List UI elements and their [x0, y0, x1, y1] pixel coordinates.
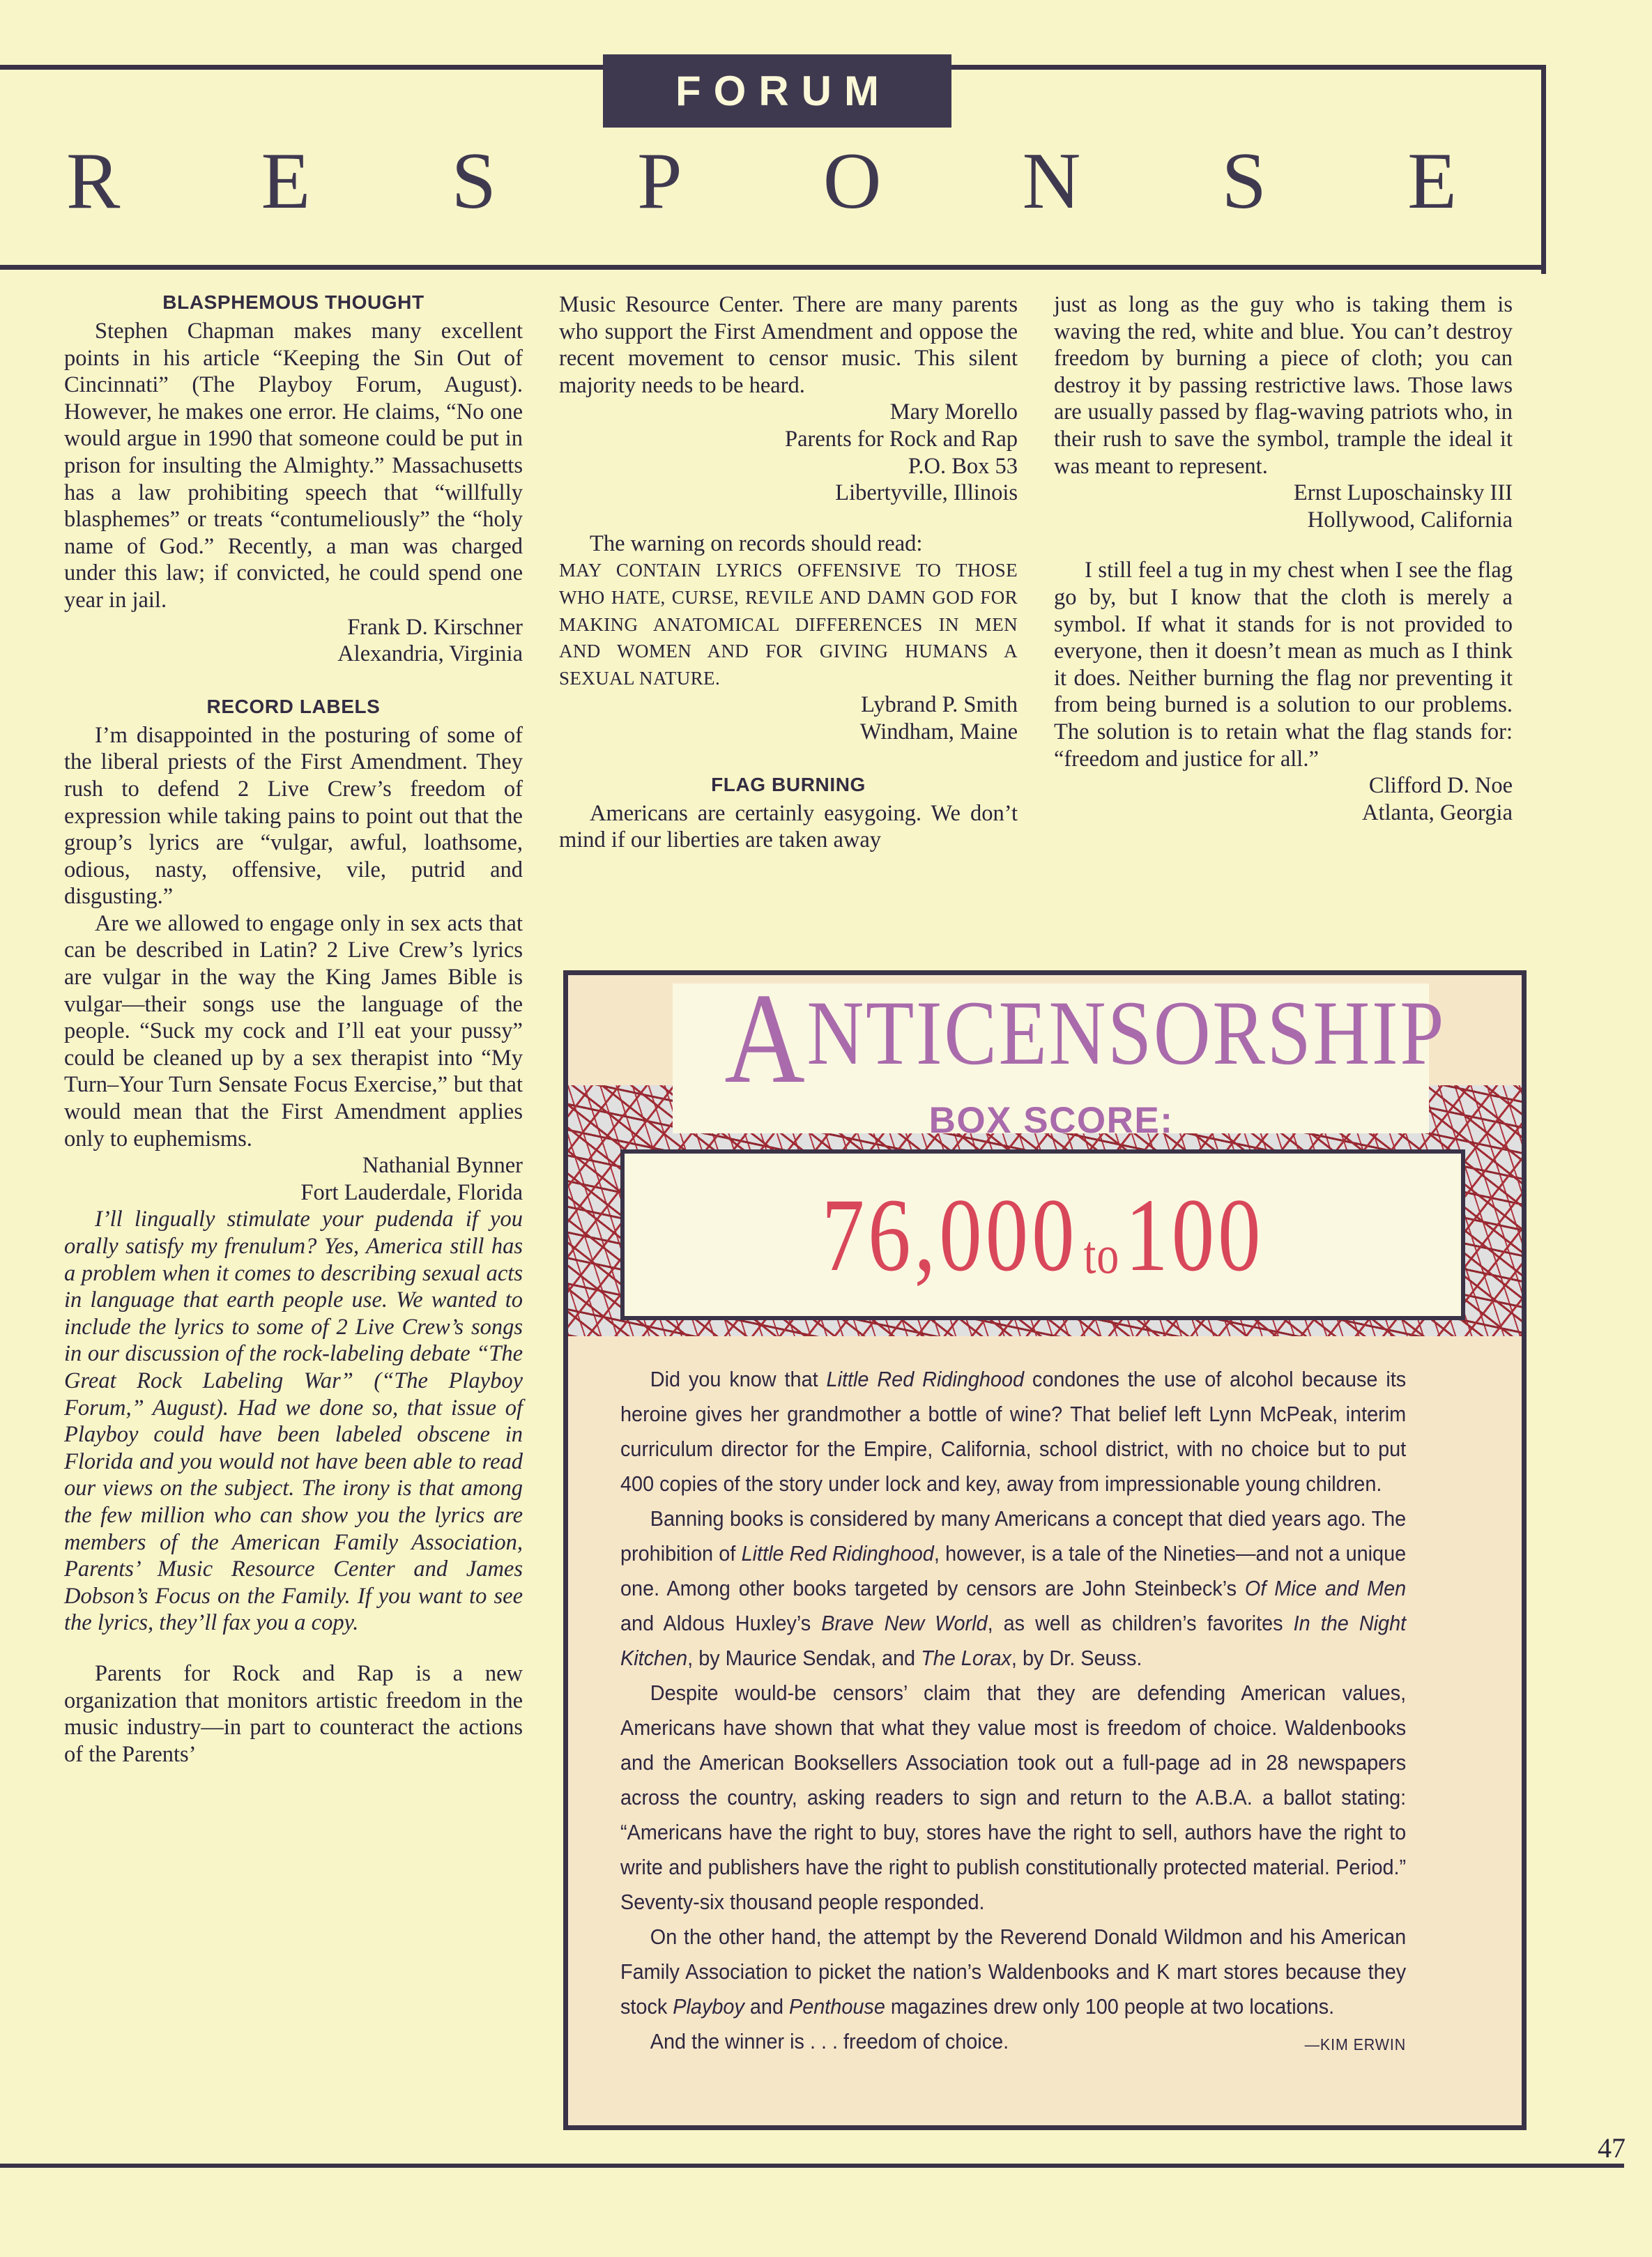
sidebar-subtitle: BOX SCORE:	[928, 1100, 1174, 1141]
letter-signature-location-morello: Libertyville, Illinois	[835, 480, 1018, 506]
title-letter-e2: E	[1407, 137, 1457, 226]
sidebar-title-dropcap: A	[724, 970, 807, 1110]
box-score-left: 76,000	[821, 1177, 1078, 1293]
title-letter-p: P	[637, 137, 682, 226]
sidebar-paragraph-2: Banning books is considered by many Americans a concept that died years ago. The prohibition of Little Red Ridinghood, however, is a tale of the Nineties—and not a unique one. Among other books targeted by censors are John Steinbeck’s Of Mice and Men and Aldous Huxley’s Brave New World, as well as children’s favorites In the Night Kitchen, by Maurice Sendak, and The Lorax, by Dr. Seuss.	[620, 1506, 1407, 1670]
masthead-bottom-rule	[0, 265, 1546, 270]
page-number: 47	[1598, 2132, 1626, 2164]
box-score-frame	[620, 1149, 1465, 1320]
letter-signature-name-smith: Lybrand P. Smith	[861, 692, 1018, 718]
sidebar-title-rest: NTICENSORSHIP	[806, 981, 1446, 1084]
forum-tab	[603, 54, 951, 128]
letter-signature-name-noe: Clifford D. Noe	[1368, 773, 1513, 799]
box-score-value	[821, 1177, 1264, 1293]
letter-signature-location-kirschner: Alexandria, Virginia	[337, 641, 523, 667]
box-score-right: 100	[1125, 1177, 1264, 1293]
masthead	[0, 0, 1652, 272]
record-warning-text: MAY CONTAIN LYRICS OFFENSIVE TO THOSE WHO HATE, CURSE, REVILE AND DAMN GOD FOR MAKING ANATOMICAL DIFFERENCES IN MEN AND WOMEN AND FOR GIVING HUMANS A SEXUAL NATURE.	[559, 560, 1018, 689]
letter-signature-location-luposchainsky: Hollywood, California	[1307, 507, 1513, 533]
sidebar-paragraph-5	[620, 2024, 1406, 2059]
sidebar-paragraph-4: On the other hand, the attempt by the Reverend Donald Wildmon and his American Family Association to picket the nation’s Waldenbooks and K mart stores because they stock Playboy and Penthouse magazines drew only 100 people at two locations.	[620, 1925, 1407, 2019]
letter-body-blasphemous-thought: Stephen Chapman makes many excellent points in his article “Keeping the Sin Out of Cincinnati” (The Playboy Forum, August). However, he makes one error. He claims, “No one would argue in 1990 that someone could be put in prison for insulting the Almighty.” Massachusetts has a law prohibiting speech that “willfully blasphemes” or treats “contumeliously” the “holy name of God.” Recently, a man was charged under this law; if convicted, he could spend one year in jail.	[64, 319, 523, 613]
masthead-right-rule	[1541, 65, 1546, 274]
sidebar-paragraph-1: Did you know that Little Red Ridinghood condones the use of alcohol because its heroine gives her grandmother a bottle of wine? That belief left Lynn McPeak, interim curriculum director for the Empire, California, school district, with no choice but to put 400 copies of the story under lock and key, away from impressionable young children.	[620, 1367, 1407, 1496]
anticensorship-sidebar	[563, 970, 1527, 2130]
title-letter-r: R	[66, 137, 121, 226]
letter-heading-record-labels: RECORD LABELS	[206, 695, 381, 717]
letter-body-warning-intro: The warning on records should read:	[590, 530, 923, 556]
letter-body-record-labels-p1: I’m disappointed in the posturing of some of the liberal priests of the First Amendment. They rush to defend 2 Live Crew’s freedom of expression while taking pains to point out that the group’s lyrics are “vulgar, awful, loathsome, odious, nasty, offensive, vile, putrid and disgusting.”	[64, 722, 523, 910]
letter-signature-name-kirschner: Frank D. Kirschner	[347, 614, 523, 640]
editor-reply-record-labels: I’ll lingually stimulate your pudenda if you orally satisfy my frenulum? Yes, America still has a problem when it comes to describing sexual acts in language that earth people use. We wanted to include the lyrics to some of 2 Live Crew’s songs in our discussion of the rock-labeling debate “The Great Rock Labeling War” (“The Playboy Forum,” August). Had we done so, that issue of Playboy could have been labeled obscene in Florida and you would not have been able to read our views on the subject. The irony is that among the few million who can show you the lyrics are members of the American Family Association, Parents’ Music Resource Center and James Dobson’s Focus on the Family. If you want to see the lyrics, they’ll fax you a copy.	[64, 1207, 523, 1636]
forum-tab-label: FORUM	[675, 67, 892, 114]
title-letter-s2: S	[1221, 137, 1267, 226]
letter-signature-name-bynner: Nathanial Bynner	[362, 1153, 523, 1179]
title-letter-n: N	[1022, 137, 1081, 226]
sidebar-body	[620, 1362, 1406, 2059]
letter-body-noe: I still feel a tug in my chest when I see the flag go by, but I know that the cloth is merely a symbol. If what it stands for is not provided to everyone, then it doesn’t mean as much as I think it does. Neither burning the flag nor preventing it from being burned is a solution to our problems. The solution is to retain what the flag stands for: “freedom and justice for all.”	[1054, 558, 1513, 772]
letter-signature-org-morello: Parents for Rock and Rap	[785, 426, 1018, 452]
page-title	[0, 129, 1520, 234]
letter-heading-flag-burning: FLAG BURNING	[711, 773, 866, 795]
letter-body-luposchainsky-continued: just as long as the guy who is taking them is waving the red, white and blue. You can’t destroy freedom by burning a piece of cloth; you can destroy it by passing restrictive laws. Those laws are usually passed by flag-waving patriots who, in their rush to save the symbol, trample the ideal it was meant to represent.	[1054, 292, 1513, 479]
title-letter-s1: S	[451, 137, 496, 226]
letter-signature-pobox-morello: P.O. Box 53	[908, 453, 1018, 479]
letter-body-record-labels-p2: Are we allowed to engage only in sex acts that can be described in Latin? 2 Live Crew’s lyrics are vulgar in the way the King James Bible is vulgar—their songs use the language of the people. “Suck my cock and I’ll eat your pussy” could be cleaned up by a sex therapist into “My Turn–Your Turn Sensate Focus Exercise,” but that would mean that the First Amendment applies only to euphemisms.	[64, 910, 523, 1152]
letter-signature-location-noe: Atlanta, Georgia	[1362, 799, 1513, 825]
letter-signature-name-luposchainsky: Ernst Luposchainsky III	[1293, 480, 1513, 506]
title-letter-o: O	[823, 137, 882, 226]
title-letter-e1: E	[261, 137, 311, 226]
letter-body-morello-continued: Music Resource Center. There are many parents who support the First Amendment and oppose the recent movement to censor music. This silent majority needs to be heard.	[559, 292, 1018, 398]
letter-body-parents-for-rock-and-rap: Parents for Rock and Rap is a new organization that monitors artistic freedom in the music industry—in part to counteract the actions of the Parents’	[64, 1660, 523, 1767]
letter-signature-location-smith: Windham, Maine	[859, 719, 1018, 744]
column-1	[64, 291, 523, 1768]
letter-heading-blasphemous-thought: BLASPHEMOUS THOUGHT	[162, 291, 425, 313]
letter-signature-location-bynner: Fort Lauderdale, Florida	[300, 1179, 523, 1205]
box-score-connector: to	[1083, 1223, 1119, 1285]
sidebar-closing-line: And the winner is . . . freedom of choice.	[650, 2029, 1009, 2053]
sidebar-paragraph-3: Despite would-be censors’ claim that they are defending American values, Americans have shown that what they value most is freedom of choice. Waldenbooks and the American Booksellers Association took out a full-page ad in 28 newspapers across the country, asking readers to sign and return to the A.B.A. a ballot stating: “Americans have the right to buy, stores have the right to sell, authors have the right to write and publishers have the right to publish constitutionally protected material. Period.” Seventy-six thousand people responded.	[620, 1681, 1407, 1914]
sidebar-byline: —KIM ERWIN	[1304, 2035, 1407, 2053]
page-bottom-rule	[0, 2164, 1624, 2168]
sidebar-title	[724, 970, 1446, 1110]
letter-body-flag-burning-start: Americans are certainly easygoing. We don’t mind if our liberties are taken away	[559, 800, 1018, 853]
letter-signature-name-morello: Mary Morello	[889, 399, 1018, 425]
